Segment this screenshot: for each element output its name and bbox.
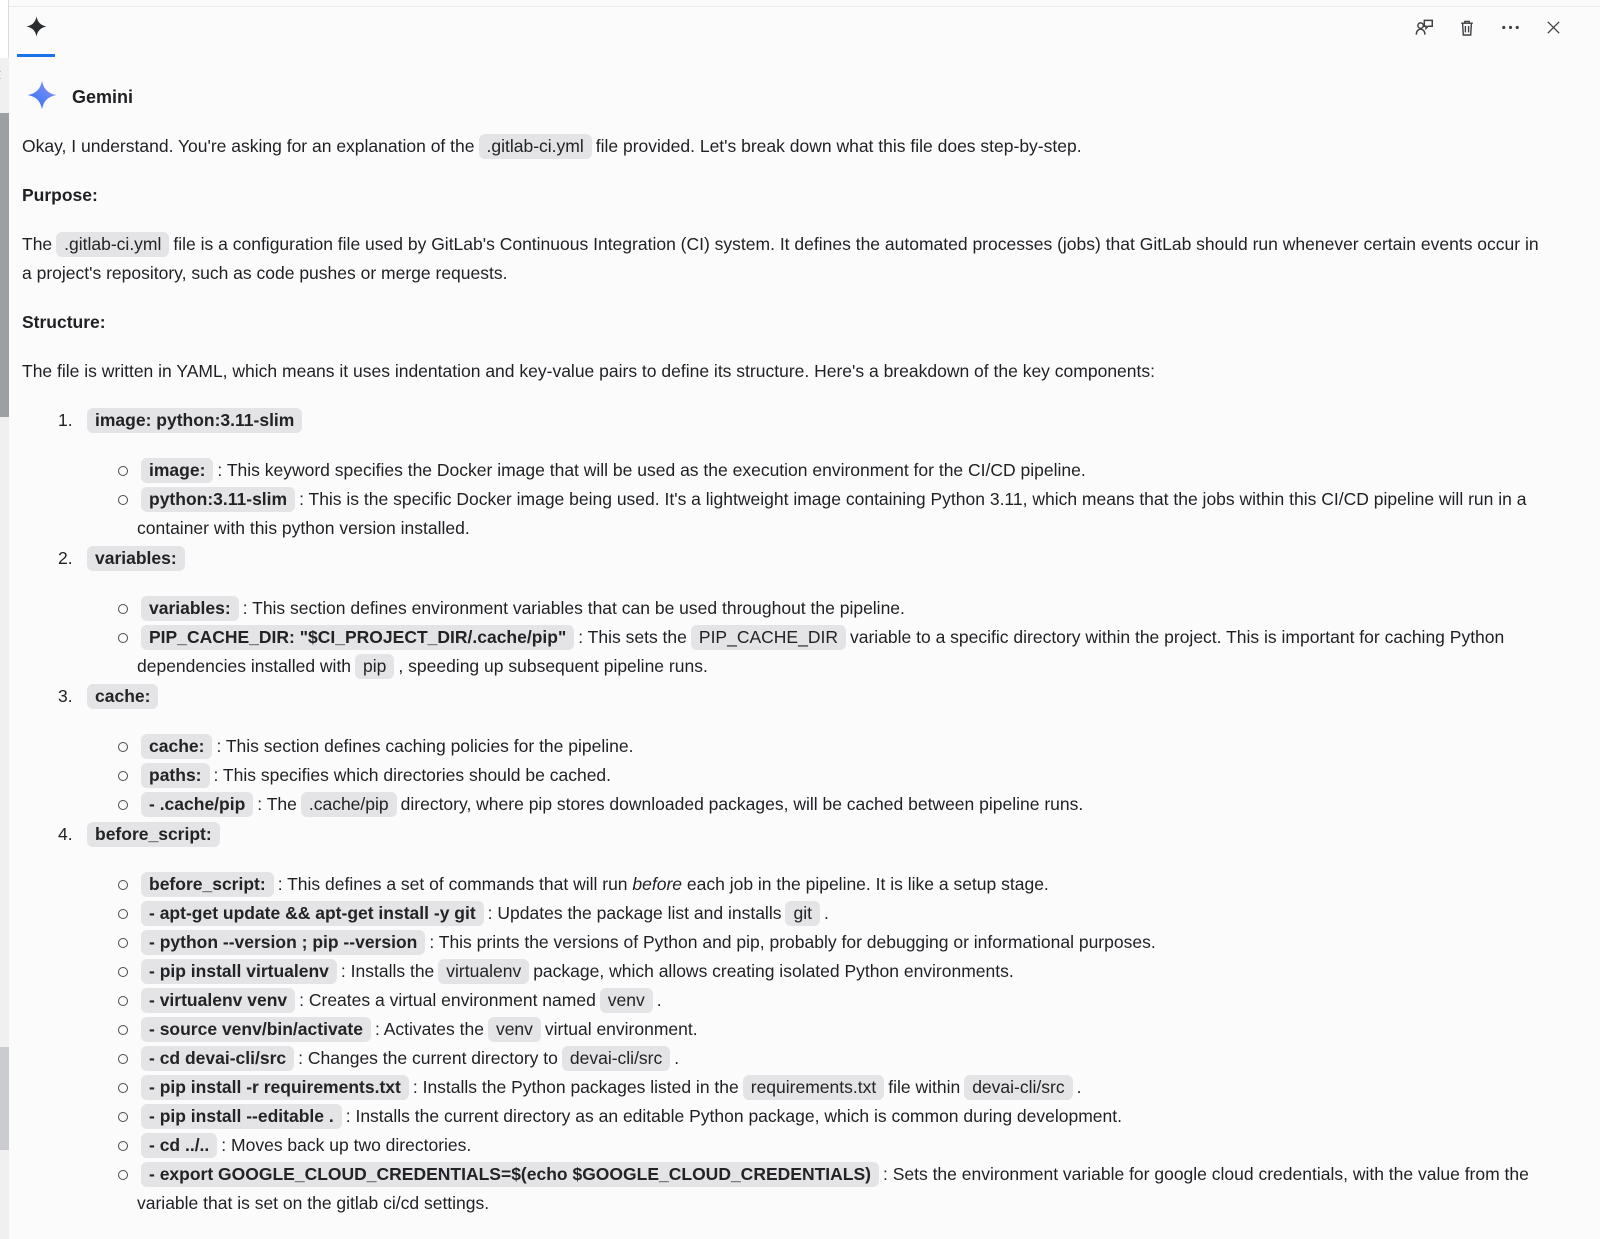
item-number: 2. xyxy=(58,548,73,568)
inline-code-chip: paths: xyxy=(141,763,210,788)
numbered-item xyxy=(58,682,1545,819)
paragraph: The file is written in YAML, which means it uses indentation and key-value pairs to define its structure. Here's a breakdown of the key components: xyxy=(22,361,1155,381)
panel-actions xyxy=(1413,19,1564,41)
numbered-item xyxy=(58,820,1545,1218)
assistant-message xyxy=(10,58,1600,1218)
inline-code-chip: before_script: xyxy=(87,822,220,847)
bullet-item: PIP_CACHE_DIR: "$CI_PROJECT_DIR/.cache/pip" : This sets the PIP_CACHE_DIR variable to a specific directory within the project. This is important for caching Python dependencies installed with pip , speeding up subsequent pipeline runs. xyxy=(118,623,1545,681)
inline-code-chip: - source venv/bin/activate xyxy=(141,1017,371,1042)
scrollbar-decoration xyxy=(0,1047,9,1150)
bullet-item: - export GOOGLE_CLOUD_CREDENTIALS=$(echo $GOOGLE_CLOUD_CREDENTIALS) : Sets the environment variable for google cloud credentials, with the value from the variable that is set on the gitlab ci/cd settings. xyxy=(118,1160,1545,1218)
inline-code-chip: venv xyxy=(600,988,653,1013)
section-heading: Structure: xyxy=(22,312,106,332)
inline-code-chip: devai-cli/src xyxy=(562,1046,670,1071)
inline-code-chip: image: xyxy=(141,458,213,483)
feedback-button[interactable] xyxy=(1413,19,1435,41)
item-number: 3. xyxy=(58,686,73,706)
bullet-item: - source venv/bin/activate : Activates the venv virtual environment. xyxy=(118,1015,1545,1044)
delete-conversation-button[interactable] xyxy=(1456,19,1478,41)
feedback-icon xyxy=(1414,17,1435,43)
inline-code-chip: - pip install virtualenv xyxy=(141,959,337,984)
inline-code-chip: - .cache/pip xyxy=(141,792,253,817)
trash-icon xyxy=(1457,18,1477,43)
inline-code-chip: image: python:3.11-slim xyxy=(87,408,302,433)
paragraph: Okay, I understand. You're asking for an explanation of the .gitlab-ci.yml file provided. Let's break down what this file does step-by-step. xyxy=(22,132,1545,161)
bullet-item: image: : This keyword specifies the Docker image that will be used as the execution environment for the CI/CD pipeline. xyxy=(118,456,1545,485)
inline-code-chip: .gitlab-ci.yml xyxy=(56,232,169,257)
gemini-logo-icon xyxy=(27,80,57,115)
inline-code-chip: - cd devai-cli/src xyxy=(141,1046,294,1071)
bullet-item: python:3.11-slim : This is the specific Docker image being used. It's a lightweight image containing Python 3.11, which means that the jobs within this CI/CD pipeline will run in a container with this python version installed. xyxy=(118,485,1545,543)
paragraph: The .gitlab-ci.yml file is a configuration file used by GitLab's Continuous Integration (CI) system. It defines the automated processes (jobs) that GitLab should run whenever certain events occur in a project's repository, such as code pushes or merge requests. xyxy=(22,234,1539,283)
more-ellipsis-icon xyxy=(1500,17,1521,43)
inline-code-chip: cache: xyxy=(141,734,212,759)
sub-bullet-list xyxy=(58,456,1545,543)
sub-bullet-list xyxy=(58,870,1545,1218)
bullet-item: - cd devai-cli/src : Changes the current directory to devai-cli/src . xyxy=(118,1044,1545,1073)
editor-edge-scrollbar[interactable] xyxy=(0,0,9,1239)
components-list xyxy=(22,406,1545,1218)
sub-bullet-list xyxy=(58,594,1545,681)
inline-code-chip: - virtualenv venv xyxy=(141,988,295,1013)
scrollbar-thumb[interactable] xyxy=(0,113,9,417)
item-number: 4. xyxy=(58,824,73,844)
inline-code-chip: devai-cli/src xyxy=(964,1075,1072,1100)
inline-code-chip: PIP_CACHE_DIR xyxy=(691,625,846,650)
inline-code-chip: - apt-get update && apt-get install -y git xyxy=(141,901,484,926)
inline-code-chip: venv xyxy=(488,1017,541,1042)
bullet-item: before_script: : This defines a set of commands that will run before each job in the pipeline. It is like a setup stage. xyxy=(118,870,1545,899)
inline-code-chip: - pip install --editable . xyxy=(141,1104,342,1129)
inline-code-chip: git xyxy=(785,901,819,926)
inline-code-chip: - cd ../.. xyxy=(141,1133,217,1158)
bullet-item: cache: : This section defines caching policies for the pipeline. xyxy=(118,732,1545,761)
bullet-item: - apt-get update && apt-get install -y git : Updates the package list and installs git . xyxy=(118,899,1545,928)
sender-name: Gemini xyxy=(72,86,134,107)
numbered-item xyxy=(58,406,1545,543)
bullet-item: - .cache/pip : The .cache/pip directory, where pip stores downloaded packages, will be cached between pipeline runs. xyxy=(118,790,1545,819)
bullet-item: - pip install -r requirements.txt : Installs the Python packages listed in the requirements.txt file within devai-cli/src . xyxy=(118,1073,1545,1102)
sparkle-icon xyxy=(26,12,47,42)
sub-bullet-list xyxy=(58,732,1545,819)
section-heading: Purpose: xyxy=(22,185,98,205)
inline-code-chip: - export GOOGLE_CLOUD_CREDENTIALS=$(echo $GOOGLE_CLOUD_CREDENTIALS) xyxy=(141,1162,879,1187)
inline-code-chip: variables: xyxy=(87,546,185,571)
inline-code-chip: pip xyxy=(355,654,394,679)
message-body xyxy=(22,132,1545,1218)
more-options-button[interactable] xyxy=(1499,19,1521,41)
inline-code-chip: .cache/pip xyxy=(301,792,397,817)
bullet-item: paths: : This specifies which directories should be cached. xyxy=(118,761,1545,790)
panel-tab-bar xyxy=(10,0,1600,58)
inline-code-chip: requirements.txt xyxy=(743,1075,884,1100)
tab-gemini-chat[interactable] xyxy=(17,12,55,57)
item-number: 1. xyxy=(58,410,73,430)
close-icon xyxy=(1544,18,1563,42)
bullet-item: - python --version ; pip --version : This prints the versions of Python and pip, probably for debugging or informational purposes. xyxy=(118,928,1545,957)
bullet-item: - pip install virtualenv : Installs the virtualenv package, which allows creating isolated Python environments. xyxy=(118,957,1545,986)
gemini-chat-panel xyxy=(10,0,1600,1239)
inline-code-chip: variables: xyxy=(141,596,239,621)
inline-code-chip: PIP_CACHE_DIR: "$CI_PROJECT_DIR/.cache/pip" xyxy=(141,625,574,650)
bullet-item: - virtualenv venv : Creates a virtual environment named venv . xyxy=(118,986,1545,1015)
inline-code-chip: python:3.11-slim xyxy=(141,487,295,512)
bullet-item: - pip install --editable . : Installs the current directory as an editable Python package, which is common during development. xyxy=(118,1102,1545,1131)
numbered-item xyxy=(58,544,1545,681)
close-panel-button[interactable] xyxy=(1542,19,1564,41)
chevron-left-icon xyxy=(0,64,9,86)
inline-code-chip: cache: xyxy=(87,684,158,709)
message-header xyxy=(27,82,1545,112)
inline-code-chip: virtualenv xyxy=(438,959,529,984)
inline-code-chip: - python --version ; pip --version xyxy=(141,930,425,955)
bullet-item: - cd ../.. : Moves back up two directories. xyxy=(118,1131,1545,1160)
inline-code-chip: before_script: xyxy=(141,872,274,897)
inline-code-chip: - pip install -r requirements.txt xyxy=(141,1075,409,1100)
inline-code-chip: .gitlab-ci.yml xyxy=(479,134,592,159)
bullet-item: variables: : This section defines environment variables that can be used throughout the pipeline. xyxy=(118,594,1545,623)
